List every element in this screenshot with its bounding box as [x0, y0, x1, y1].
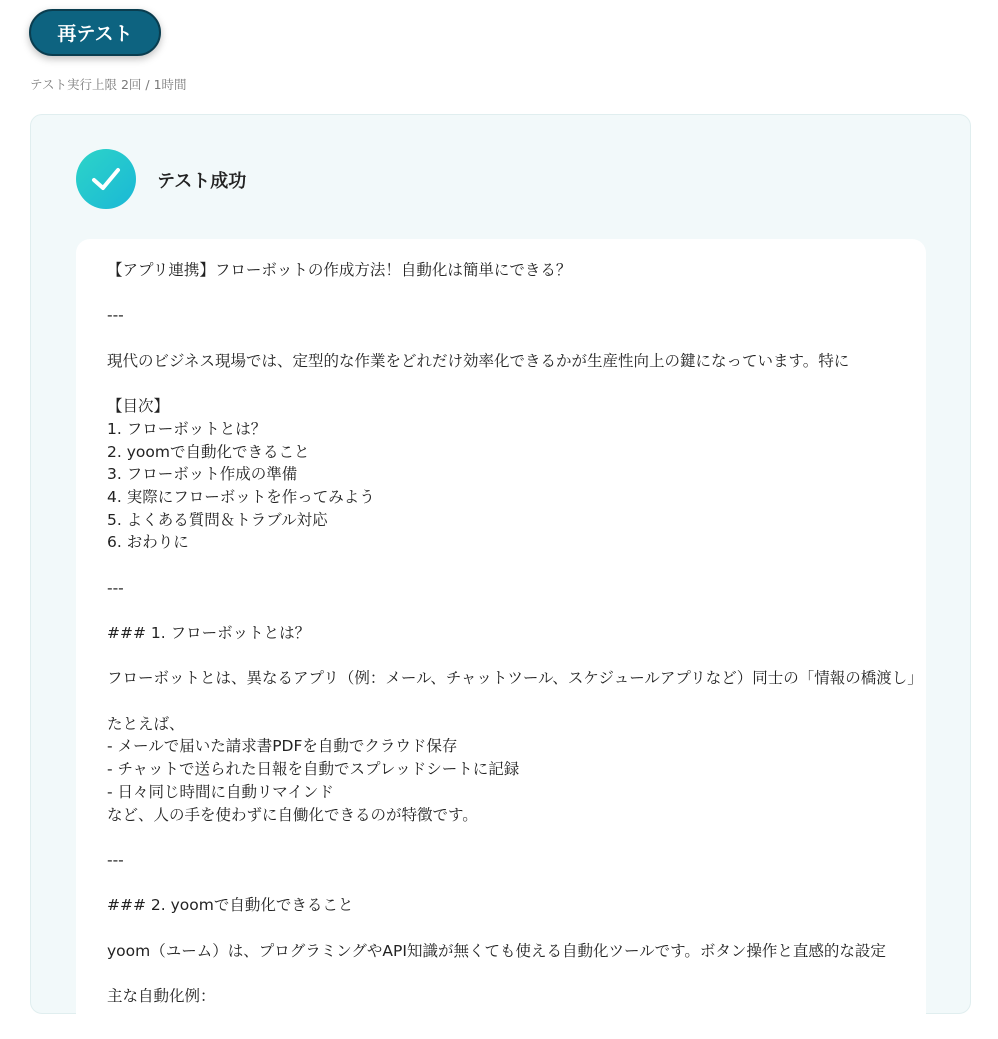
output-line: yoom（ユーム）は、プログラミングやAPI知識が無くても使える自動化ツールです。ボタン操作と直感的な設定	[107, 941, 886, 960]
test-limit-text: テスト実行上限 2回 / 1時間	[30, 77, 187, 92]
output-line: ---	[107, 850, 124, 869]
output-line	[107, 826, 926, 849]
output-line	[107, 282, 926, 305]
output-line: ---	[107, 578, 124, 597]
output-line	[107, 372, 926, 395]
output-line: たとえば、	[107, 714, 185, 733]
output-line	[107, 599, 926, 622]
output-text-box	[76, 239, 926, 1039]
output-line	[107, 554, 926, 577]
output-line	[107, 645, 926, 668]
output-line: - メールで届いた請求書PDFを自動でクラウド保存	[107, 737, 458, 756]
output-line: 【アプリ連携】フローボットの作成方法！自動化は簡単にできる？	[107, 261, 572, 279]
test-result-panel	[30, 114, 971, 1014]
output-line: ### 1. フローボットとは？	[107, 624, 311, 642]
output-line: - チャットで送られた日報を自動でスプレッドシートに記録	[107, 760, 520, 779]
output-line: 主な自動化例：	[107, 987, 216, 1005]
output-line: - 日々同じ時間に自動リマインド	[107, 782, 334, 801]
output-line: ---	[107, 306, 124, 325]
output-line: 1. フローボットとは？	[107, 419, 267, 438]
test-success-title: テスト成功	[157, 171, 247, 192]
output-line	[107, 690, 926, 713]
check-icon	[76, 149, 136, 209]
output-line: など、人の手を使わずに自働化できるのが特徴です。	[107, 805, 478, 824]
output-line	[107, 917, 926, 940]
output-content	[76, 239, 926, 1008]
output-line: 2. yoomで自動化できること	[107, 442, 310, 461]
output-line: 4. 実際にフローボットを作ってみよう	[107, 487, 375, 506]
output-line: 【目次】	[107, 397, 170, 416]
output-line: 5. よくある質問＆トラブル対応	[107, 510, 328, 529]
output-line: ### 2. yoomで自動化できること	[107, 896, 354, 915]
output-line: フローボットとは、異なるアプリ（例：メール、チャットツール、スケジュールアプリなど）同士の「情報の橋渡し」	[107, 669, 923, 688]
output-line	[107, 327, 926, 350]
output-line: 6. おわりに	[107, 533, 189, 552]
output-line	[107, 872, 926, 895]
output-line: 3. フローボット作成の準備	[107, 465, 298, 484]
output-line: 現代のビジネス現場では、定型的な作業をどれだけ効率化できるかが生産性向上の鍵になっています。特に	[107, 351, 850, 370]
output-line	[107, 962, 926, 985]
retest-button[interactable]: 再テスト	[29, 9, 161, 56]
